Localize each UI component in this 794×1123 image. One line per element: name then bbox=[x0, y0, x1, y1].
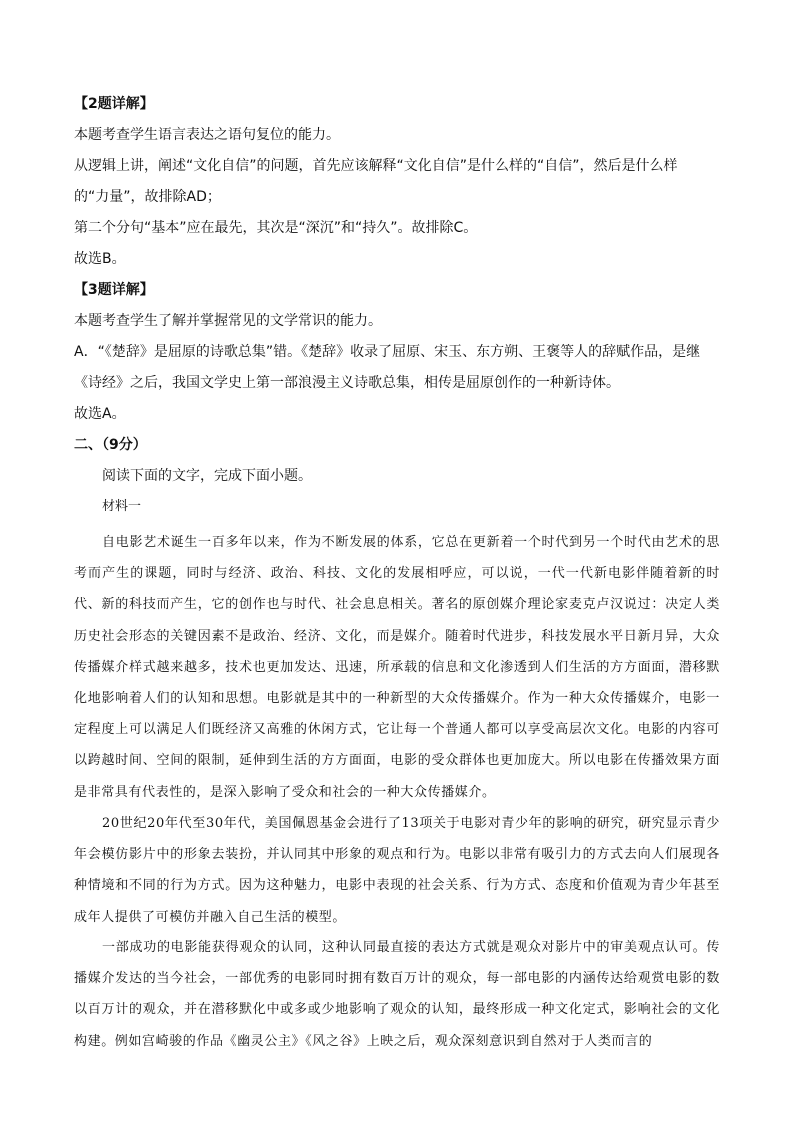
section-3-line-3: 《诗经》之后，我国文学史上第一部浪漫主义诗歌总集，相传是屈原创作的一种新诗体。 bbox=[74, 375, 620, 391]
material-label: 材料一 bbox=[102, 499, 142, 514]
section-2-line-5: 故选B。 bbox=[74, 251, 126, 267]
section-3-line-1: 本题考查学生了解并掌握常见的文学常识的能力。 bbox=[74, 313, 382, 329]
material-paragraph-3: 一部成功的电影能获得观众的认同，这种认同最直接的表达方式就是观众对影片中的审美观点认可。传播媒介发达的当今社会，一部优秀的电影同时拥有数百万计的观众，每一部电影的内涵传达给观赏电影的数以百万计的观众，并在潜移默化中或多或少地影响了观众的认知，最终形成一种文化定式，影响社会的文化构建。例如宫崎骏的作品《幽灵公主》《风之谷》上映之后，观众深刻意识到自然对于人类而言的 bbox=[74, 940, 720, 1049]
part-2-instruction: 阅读下面的文字，完成下面小题。 bbox=[102, 468, 312, 484]
material-paragraph-2: 20世纪20年代至30年代，美国佩恩基金会进行了13项关于电影对青少年的影响的研究，研究显示青少年会模仿影片中的形象去装扮，并认同其中形象的观点和行为。电影以非常有吸引力的方式去向人们展现各种情境和不同的行为方式。因为这种魅力，电影中表现的社会关系、行为方式、态度和价值观为青少年甚至成年人提供了可模仿并融入自己生活的模型。 bbox=[74, 816, 720, 925]
part-2-heading: 二、（9分） bbox=[74, 437, 147, 453]
material-paragraph-1: 自电影艺术诞生一百多年以来，作为不断发展的体系，它总在更新着一个时代到另一个时代由艺术的思考而产生的课题，同时与经济、政治、科技、文化的发展相呼应，可以说，一代一代新电影伴随着新的时代、新的科技而产生，它的创作也与时代、社会息息相关。著名的原创媒介理论家麦克卢汉说过：决定人类历史社会形态的关键因素不是政治、经济、文化，而是媒介。随着时代进步，科技发展水平日新月异，大众传播媒介样式越来越多，技术也更加发达、迅速，所承载的信息和文化渗透到人们生活的方方面面，潜移默化地影响着人们的认知和思想。电影就是其中的一种新型的大众传播媒介。作为一种大众传播媒介，电影一定程度上可以满足人们既经济又高雅的休闲方式，它让每一个普通人都可以享受高层次文化。电影的内容可以跨越时间、空间的限制，延伸到生活的方方面面，电影的受众群体也更加庞大。所以电影在传播效果方面是非常具有代表性的，是深入影响了受众和社会的一种大众传播媒介。 bbox=[74, 535, 720, 800]
section-3-heading: 【3题详解】 bbox=[74, 282, 154, 298]
section-2-line-1: 本题考查学生语言表达之语句复位的能力。 bbox=[74, 127, 340, 143]
section-3-line-2: A．“《楚辞》是屈原的诗歌总集”错。《楚辞》收录了屈原、宋玉、东方朔、王褒等人的辞赋作品，是继 bbox=[74, 344, 701, 360]
section-2-line-4: 第二个分句“基本”应在最先，其次是“深沉”和“持久”。故排除C。 bbox=[74, 220, 478, 236]
section-2-heading: 【2题详解】 bbox=[74, 96, 154, 112]
section-2-line-3: 的“力量”，故排除AD； bbox=[74, 189, 221, 205]
section-2-line-2: 从逻辑上讲，阐述“文化自信”的问题，首先应该解释“文化自信”是什么样的“自信”，然后是什么样 bbox=[74, 158, 678, 174]
section-3-line-4: 故选A。 bbox=[74, 406, 126, 422]
